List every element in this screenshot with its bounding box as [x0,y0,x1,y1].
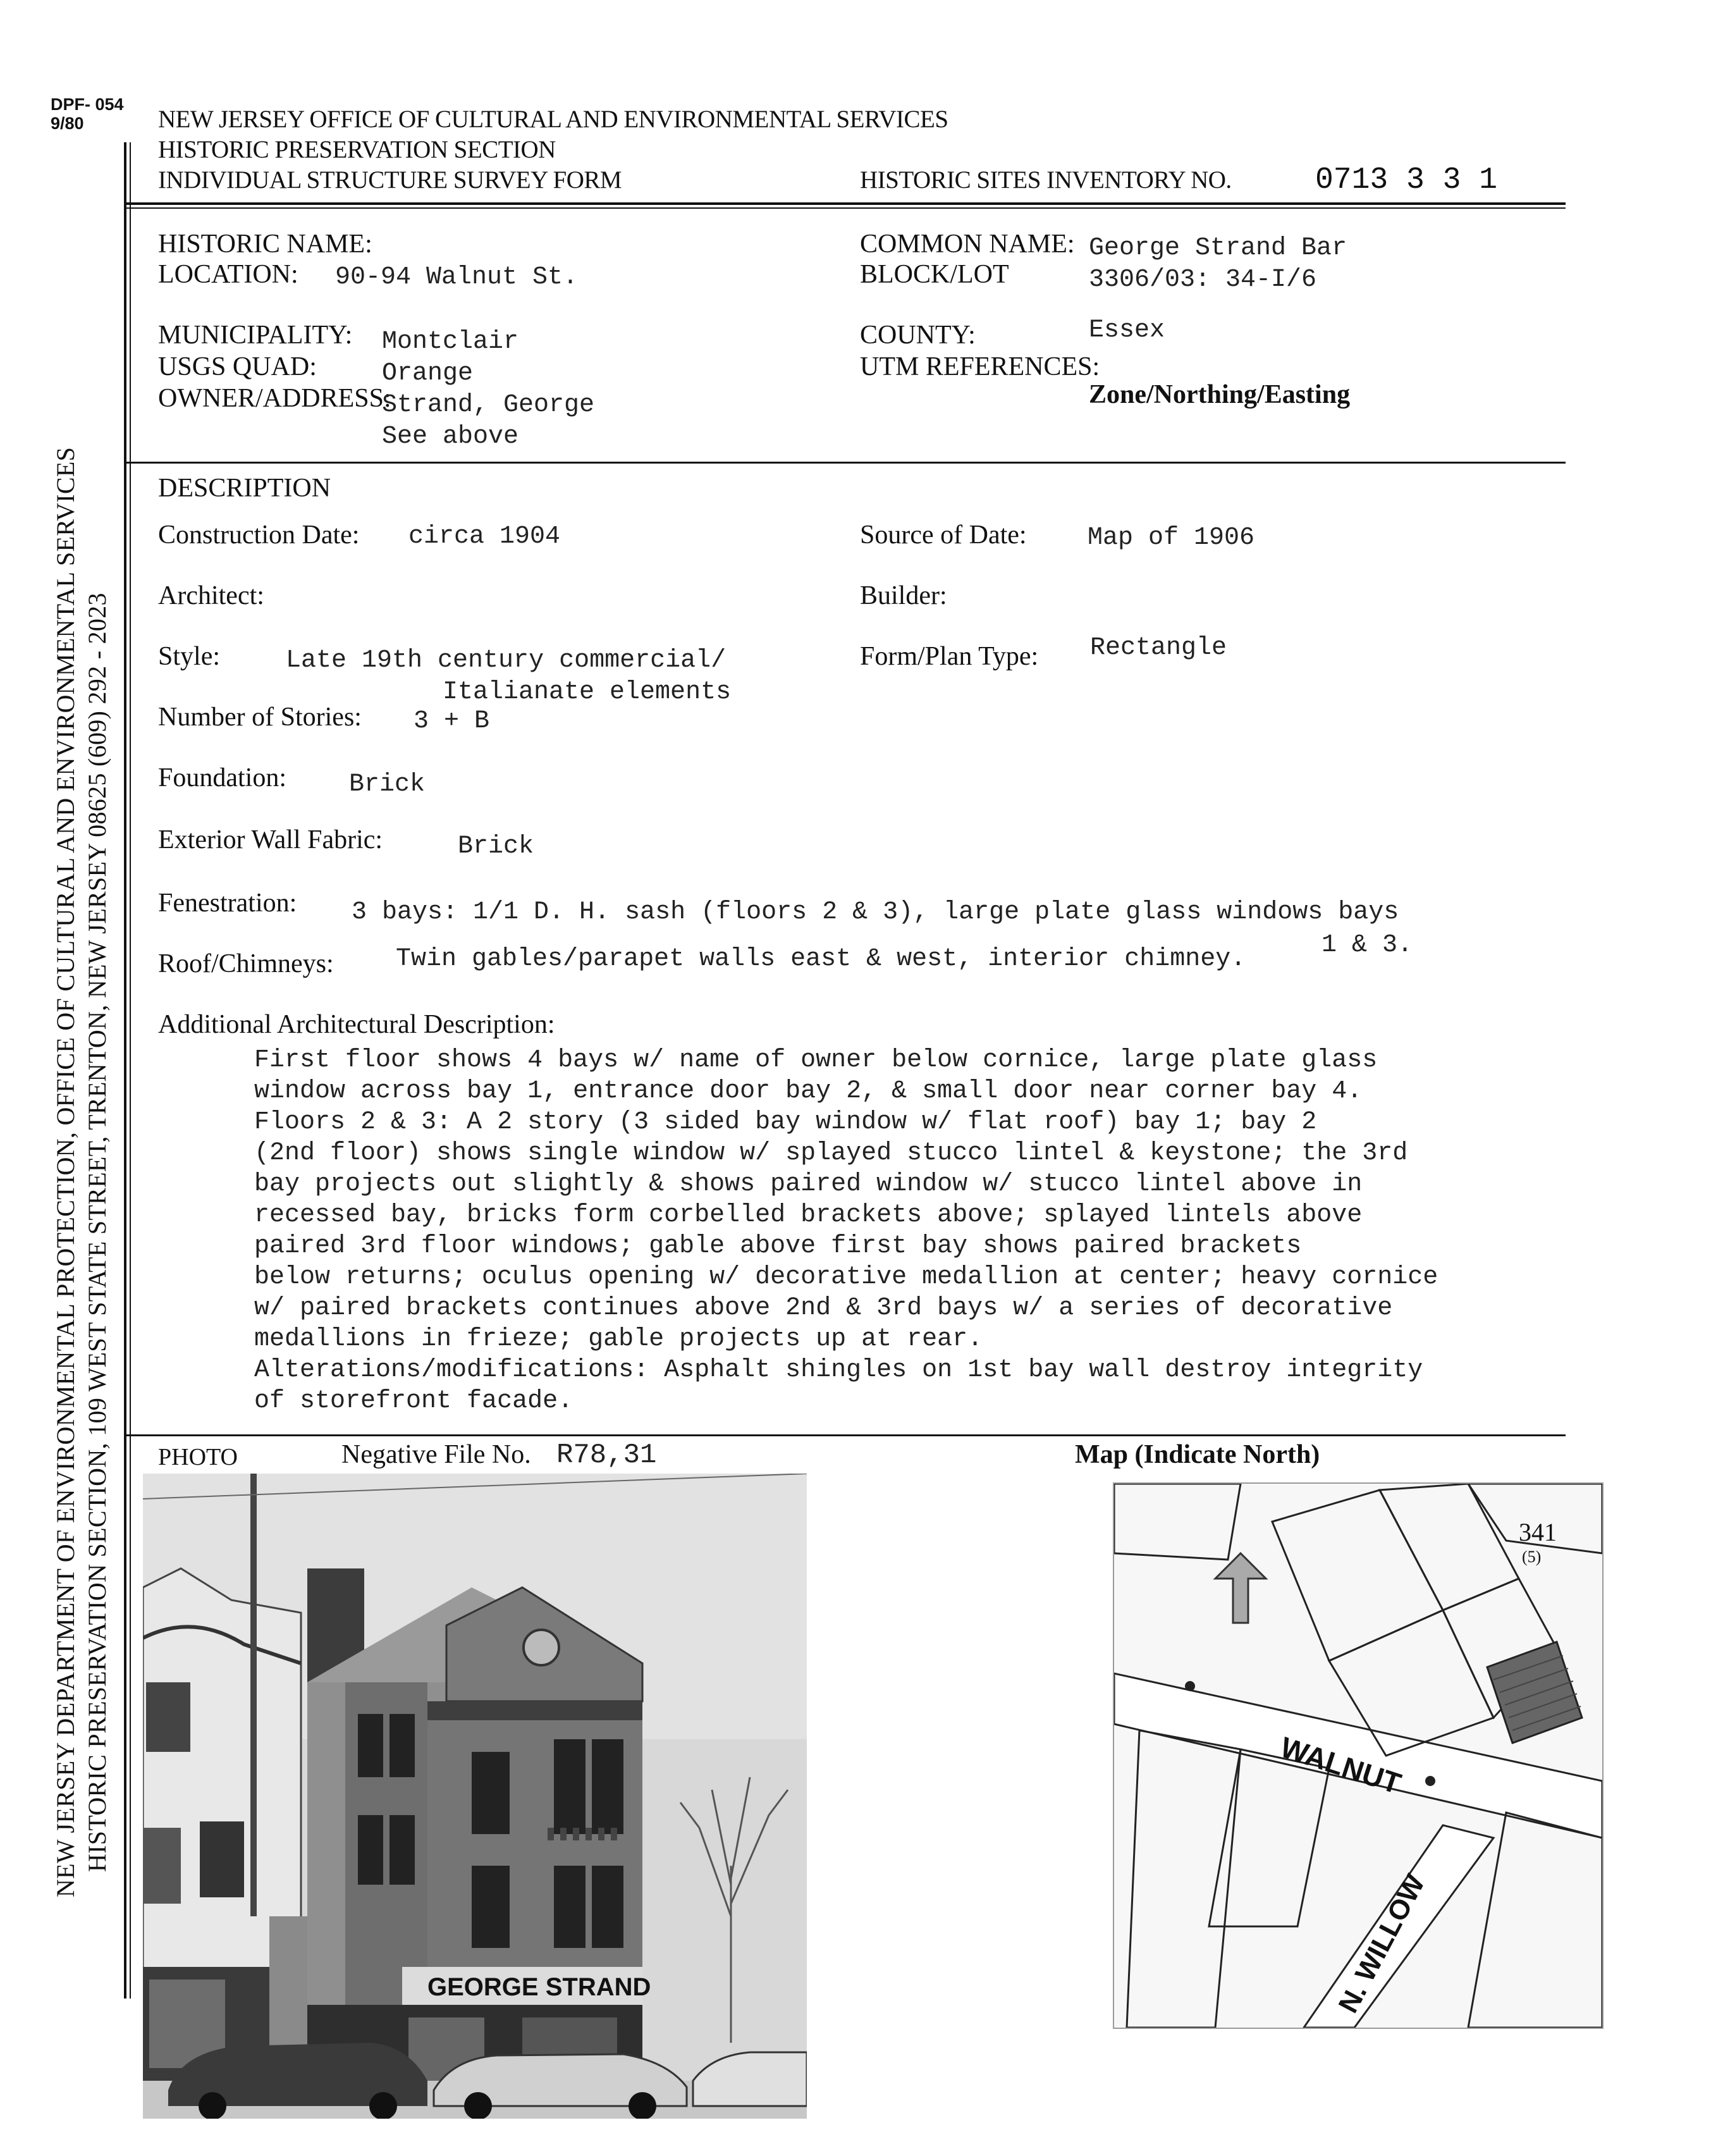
utm-sub-label: Zone/Northing/Easting [1089,380,1351,409]
stories-label: Number of Stories: [158,703,362,732]
additional-description-text [254,1045,1557,1417]
foundation-label: Foundation: [158,763,287,792]
photo-label: PHOTO [158,1444,238,1470]
utm-label: UTM REFERENCES: [860,352,1100,381]
description-line: window across bay 1, entrance door bay 2, & small door near corner bay 4. [254,1077,1363,1106]
builder-label: Builder: [860,581,947,610]
description-line: below returns; oculus opening w/ decorative medallion at center; heavy cornice [254,1263,1438,1291]
location-map-drawing [1114,1484,1602,2028]
map-street-willow: N. WILLOW [1332,1870,1432,2018]
location-map [1113,1482,1604,2029]
header-form-title: INDIVIDUAL STRUCTURE SURVEY FORM [158,166,622,194]
description-line: w/ paired brackets continues above 2nd & 3rd bays w/ a series of decorative [254,1294,1393,1322]
roof-value: Twin gables/parapet walls east & west, interior chimney. [396,945,1246,973]
fenestration-label: Fenestration: [158,889,297,918]
negative-file-value: R78,31 [556,1439,657,1471]
building-photo-drawing [143,1474,807,2119]
county-value: Essex [1089,316,1165,345]
wall-fabric-value: Brick [458,832,534,861]
historic-name-label: HISTORIC NAME: [158,230,372,259]
style-value: Late 19th century commercial/ [286,646,727,675]
description-heading: DESCRIPTION [158,474,331,503]
usgs-quad-label: USGS QUAD: [158,352,317,381]
architect-label: Architect: [158,581,264,610]
common-name-value: George Strand Bar [1089,234,1347,262]
storefront-sign: GEORGE STRAND [427,1973,651,2001]
rule-header-b [126,207,1566,209]
sidebar-address-text: HISTORIC PRESERVATION SECTION, 109 WEST STATE STREET, TRENTON, NEW JERSEY 08625 (609) 292 - 2023 [83,593,111,1872]
rule-description [126,462,1566,464]
sidebar-department-text: NEW JERSEY DEPARTMENT OF ENVIRONMENTAL PROTECTION, OFFICE OF CULTURAL AND ENVIRONMENTAL SERVICES [51,447,80,1897]
additional-description-label: Additional Architectural Description: [158,1010,555,1039]
wall-fabric-label: Exterior Wall Fabric: [158,825,383,854]
description-line: medallions in frieze; gable projects up at rear. [254,1325,983,1353]
location-value: 90-94 Walnut St. [335,263,579,292]
description-line: First floor shows 4 bays w/ name of owner below cornice, large plate glass [254,1046,1378,1075]
inventory-label: HISTORIC SITES INVENTORY NO. [860,166,1232,194]
header-section: HISTORIC PRESERVATION SECTION [158,136,556,163]
source-of-date-label: Source of Date: [860,521,1027,550]
form-plan-value: Rectangle [1090,634,1227,662]
source-of-date-value: Map of 1906 [1088,524,1255,552]
block-lot-label: BLOCK/LOT [860,260,1009,289]
usgs-quad-value: Orange [382,359,474,388]
description-line: Alterations/modifications: Asphalt shingles on 1st bay wall destroy integrity [254,1356,1423,1384]
header-agency: NEW JERSEY OFFICE OF CULTURAL AND ENVIRONMENTAL SERVICES [158,106,948,133]
description-line: of storefront facade. [254,1387,573,1415]
fenestration-value: 3 bays: 1/1 D. H. sash (floors 2 & 3), large plate glass windows bays [352,898,1399,927]
map-block-sub: (5) [1522,1548,1542,1566]
inventory-value: 0713 3 3 1 [1315,163,1498,197]
description-line: Floors 2 & 3: A 2 story (3 sided bay window w/ flat roof) bay 1; bay 2 [254,1108,1317,1137]
style-value-2: Italianate elements [443,678,732,706]
owner-address-label: OWNER/ADDRESS: [158,384,391,413]
left-margin-line-inner [130,142,131,1999]
description-line: recessed bay, bricks form corbelled brackets above; splayed lintels above [254,1201,1363,1229]
municipality-value: Montclair [382,328,519,356]
roof-label: Roof/Chimneys: [158,949,334,978]
form-plan-label: Form/Plan Type: [860,642,1039,671]
form-code: DPF- 054 [51,95,124,114]
description-line: bay projects out slightly & shows paired window w/ stucco lintel above in [254,1170,1363,1198]
county-label: COUNTY: [860,321,976,350]
form-date: 9/80 [51,114,84,133]
rule-photo [126,1434,1566,1436]
map-block-number: 341 [1519,1518,1557,1546]
construction-date-value: circa 1904 [408,522,561,551]
municipality-label: MUNICIPALITY: [158,321,353,350]
description-line: (2nd floor) shows single window w/ splayed stucco lintel & keystone; the 3rd [254,1139,1408,1167]
construction-date-label: Construction Date: [158,521,360,550]
common-name-label: COMMON NAME: [860,230,1075,259]
block-lot-value: 3306/03: 34-I/6 [1089,266,1317,294]
stories-value: 3 + B [414,707,490,736]
negative-file-label: Negative File No. [341,1440,531,1469]
owner-address-value: See above [382,422,519,451]
map-street-walnut: WALNUT [1276,1730,1406,1801]
rule-header [126,202,1566,205]
left-margin-line [124,142,126,1999]
location-label: LOCATION: [158,260,298,289]
owner-value: Strand, George [382,391,595,419]
style-label: Style: [158,642,221,671]
building-photo [143,1474,807,2119]
description-line: paired 3rd floor windows; gable above first bay shows paired brackets [254,1232,1302,1260]
fenestration-value-2: 1 & 3. [1322,931,1413,959]
map-label: Map (Indicate North) [1075,1440,1320,1469]
foundation-value: Brick [349,770,426,799]
